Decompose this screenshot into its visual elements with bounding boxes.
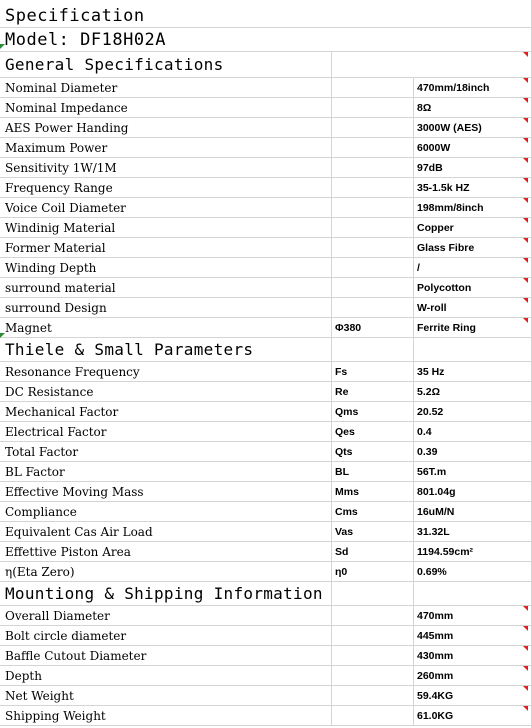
spec-label[interactable]: Voice Coil Diameter xyxy=(0,198,332,217)
table-row xyxy=(0,462,532,482)
table-row xyxy=(0,542,532,562)
spec-label[interactable]: Compliance xyxy=(0,502,332,521)
spec-value[interactable]: 198mm/8inch xyxy=(417,201,484,214)
spec-symbol[interactable] xyxy=(332,218,414,237)
cell-flag-icon xyxy=(0,44,5,49)
spec-value[interactable]: 0.39 xyxy=(417,445,438,458)
comment-marker-icon xyxy=(523,158,528,163)
table-row xyxy=(0,198,532,218)
spec-value[interactable]: 59.4KG xyxy=(417,689,454,702)
table-row xyxy=(0,422,532,442)
spec-value[interactable]: 8Ω xyxy=(417,101,432,114)
comment-marker-icon xyxy=(523,238,528,243)
table-row xyxy=(0,98,532,118)
spec-value[interactable]: 470mm/18inch xyxy=(417,81,490,94)
spec-value[interactable]: 20.52 xyxy=(417,405,444,418)
spec-symbol[interactable] xyxy=(332,278,414,297)
table-row xyxy=(0,442,532,462)
spec-symbol[interactable] xyxy=(332,646,414,665)
spec-label[interactable]: Frequency Range xyxy=(0,178,332,197)
comment-marker-icon xyxy=(523,118,528,123)
title-row xyxy=(0,4,532,28)
spec-symbol[interactable] xyxy=(332,606,414,625)
spec-value[interactable]: Glass Fibre xyxy=(417,241,475,254)
table-row xyxy=(0,666,532,686)
table-row xyxy=(0,158,532,178)
spec-symbol[interactable] xyxy=(332,138,414,157)
table-row xyxy=(0,606,532,626)
spec-symbol[interactable] xyxy=(332,298,414,317)
spec-value[interactable]: 1194.59cm² xyxy=(417,545,474,558)
table-row xyxy=(0,218,532,238)
spec-label[interactable]: Depth xyxy=(0,666,332,685)
spec-label[interactable]: Overall Diameter xyxy=(0,606,332,625)
section-sym-cell[interactable] xyxy=(332,338,414,361)
table-row xyxy=(0,298,532,318)
spec-symbol[interactable] xyxy=(332,706,414,725)
spec-value[interactable]: / xyxy=(417,261,420,274)
spec-symbol[interactable] xyxy=(332,238,414,257)
spec-label[interactable]: DC Resistance xyxy=(0,382,332,401)
comment-marker-icon xyxy=(523,646,528,651)
section-title[interactable]: General Specifications xyxy=(0,52,332,77)
spec-value[interactable]: 470mm xyxy=(417,609,454,622)
section-title[interactable]: Mountiong & Shipping Information xyxy=(0,582,332,605)
table-row xyxy=(0,626,532,646)
section-heading xyxy=(0,338,532,362)
table-row xyxy=(0,238,532,258)
comment-marker-icon xyxy=(523,278,528,283)
spec-label[interactable]: Baffle Cutout Diameter xyxy=(0,646,332,665)
spec-value[interactable]: 35-1.5k HZ xyxy=(417,181,470,194)
spec-value[interactable]: 56T.m xyxy=(417,465,447,478)
spec-label[interactable]: surround Design xyxy=(0,298,332,317)
table-row xyxy=(0,402,532,422)
spec-symbol[interactable]: Qes xyxy=(332,422,414,441)
spec-symbol[interactable]: Φ380 xyxy=(332,318,414,337)
spec-value[interactable]: 97dB xyxy=(417,161,443,174)
table-row xyxy=(0,502,532,522)
spec-label[interactable]: surround material xyxy=(0,278,332,297)
comment-marker-icon xyxy=(523,686,528,691)
spec-symbol[interactable] xyxy=(332,178,414,197)
spec-value[interactable]: 0.4 xyxy=(417,425,432,438)
spec-symbol[interactable]: Qts xyxy=(332,442,414,461)
spec-label[interactable]: Total Factor xyxy=(0,442,332,461)
spec-value[interactable]: 430mm xyxy=(417,649,454,662)
sheet-title[interactable]: Specification xyxy=(5,5,145,26)
spec-label[interactable]: Magnet xyxy=(0,318,332,337)
spec-value[interactable]: 3000W (AES) xyxy=(417,121,482,134)
spec-symbol[interactable] xyxy=(332,686,414,705)
spec-value[interactable]: 35 Hz xyxy=(417,365,445,378)
comment-marker-icon xyxy=(523,78,528,83)
spec-label[interactable]: Maximum Power xyxy=(0,138,332,157)
table-row xyxy=(0,522,532,542)
table-row xyxy=(0,646,532,666)
spec-label[interactable]: Winding Depth xyxy=(0,258,332,277)
spec-value[interactable]: 61.0KG xyxy=(417,709,454,722)
spec-symbol[interactable] xyxy=(332,666,414,685)
spec-symbol[interactable] xyxy=(332,158,414,177)
spec-value[interactable]: 5.2Ω xyxy=(417,385,441,398)
spec-label[interactable]: Windinig Material xyxy=(0,218,332,237)
spec-label[interactable]: Effective Moving Mass xyxy=(0,482,332,501)
section-title[interactable]: Thiele & Small Parameters xyxy=(0,338,332,361)
section-value-cell[interactable] xyxy=(414,582,532,605)
comment-marker-icon xyxy=(523,258,528,263)
table-row xyxy=(0,118,532,138)
spec-value[interactable]: 0.69% xyxy=(417,565,447,578)
model-row xyxy=(0,28,532,52)
comment-marker-icon xyxy=(523,178,528,183)
spec-label[interactable]: Equivalent Cas Air Load xyxy=(0,522,332,541)
spec-label[interactable]: Resonance Frequency xyxy=(0,362,332,381)
table-row xyxy=(0,178,532,198)
comment-marker-icon xyxy=(523,52,528,57)
section-heading xyxy=(0,52,532,78)
spec-value[interactable]: Polycotton xyxy=(417,281,472,294)
spec-value[interactable]: W-roll xyxy=(417,301,447,314)
spec-value[interactable]: 31.32L xyxy=(417,525,450,538)
spec-symbol[interactable] xyxy=(332,626,414,645)
table-row xyxy=(0,482,532,502)
spec-symbol[interactable] xyxy=(332,118,414,137)
table-row xyxy=(0,258,532,278)
table-row xyxy=(0,706,532,726)
table-row xyxy=(0,562,532,582)
spec-symbol[interactable]: Sd xyxy=(332,542,414,561)
spec-symbol[interactable]: Fs xyxy=(332,362,414,381)
table-row xyxy=(0,686,532,706)
spec-label[interactable]: BL Factor xyxy=(0,462,332,481)
spec-symbol[interactable] xyxy=(332,78,414,97)
spec-label[interactable]: Bolt circle diameter xyxy=(0,626,332,645)
comment-marker-icon xyxy=(523,318,528,323)
spec-symbol[interactable] xyxy=(332,198,414,217)
spec-label[interactable]: Nominal Impedance xyxy=(0,98,332,117)
comment-marker-icon xyxy=(523,706,528,711)
spec-label[interactable]: Electrical Factor xyxy=(0,422,332,441)
table-row xyxy=(0,382,532,402)
section-sym-cell[interactable] xyxy=(332,582,414,605)
spec-label[interactable]: Nominal Diameter xyxy=(0,78,332,97)
spec-label[interactable]: η(Eta Zero) xyxy=(0,562,332,581)
model-title[interactable]: Model: DF18H02A xyxy=(5,29,167,50)
spec-value[interactable]: 801.04g xyxy=(417,485,456,498)
spec-value[interactable]: 445mm xyxy=(417,629,454,642)
spec-label[interactable]: Net Weight xyxy=(0,686,332,705)
spec-symbol[interactable]: Vas xyxy=(332,522,414,541)
table-row xyxy=(0,78,532,98)
comment-marker-icon xyxy=(523,138,528,143)
spec-symbol[interactable] xyxy=(332,258,414,277)
spec-label[interactable]: Sensitivity 1W/1M xyxy=(0,158,332,177)
spec-value[interactable]: Copper xyxy=(417,221,454,234)
table-row xyxy=(0,318,532,338)
comment-marker-icon xyxy=(523,218,528,223)
spec-symbol[interactable]: η0 xyxy=(332,562,414,581)
spec-label[interactable]: Mechanical Factor xyxy=(0,402,332,421)
comment-marker-icon xyxy=(523,98,528,103)
spec-symbol[interactable]: Re xyxy=(332,382,414,401)
spec-label[interactable]: Former Material xyxy=(0,238,332,257)
table-row xyxy=(0,278,532,298)
spec-label[interactable]: AES Power Handing xyxy=(0,118,332,137)
spec-symbol[interactable]: Mms xyxy=(332,482,414,501)
spec-label[interactable]: Shipping Weight xyxy=(0,706,332,725)
table-row xyxy=(0,362,532,382)
section-value-cell[interactable] xyxy=(414,338,532,361)
table-row xyxy=(0,138,532,158)
section-heading xyxy=(0,582,532,606)
spec-symbol[interactable]: BL xyxy=(332,462,414,481)
spec-symbol[interactable]: Qms xyxy=(332,402,414,421)
comment-marker-icon xyxy=(523,666,528,671)
comment-marker-icon xyxy=(523,606,528,611)
spec-value[interactable]: 260mm xyxy=(417,669,454,682)
spec-value[interactable]: Ferrite Ring xyxy=(417,321,476,334)
comment-marker-icon xyxy=(523,298,528,303)
spec-value[interactable]: 6000W xyxy=(417,141,451,154)
spec-symbol[interactable]: Cms xyxy=(332,502,414,521)
spec-symbol[interactable] xyxy=(332,98,414,117)
comment-marker-icon xyxy=(523,198,528,203)
comment-marker-icon xyxy=(523,626,528,631)
spec-value[interactable]: 16uM/N xyxy=(417,505,455,518)
spec-label[interactable]: Effettive Piston Area xyxy=(0,542,332,561)
